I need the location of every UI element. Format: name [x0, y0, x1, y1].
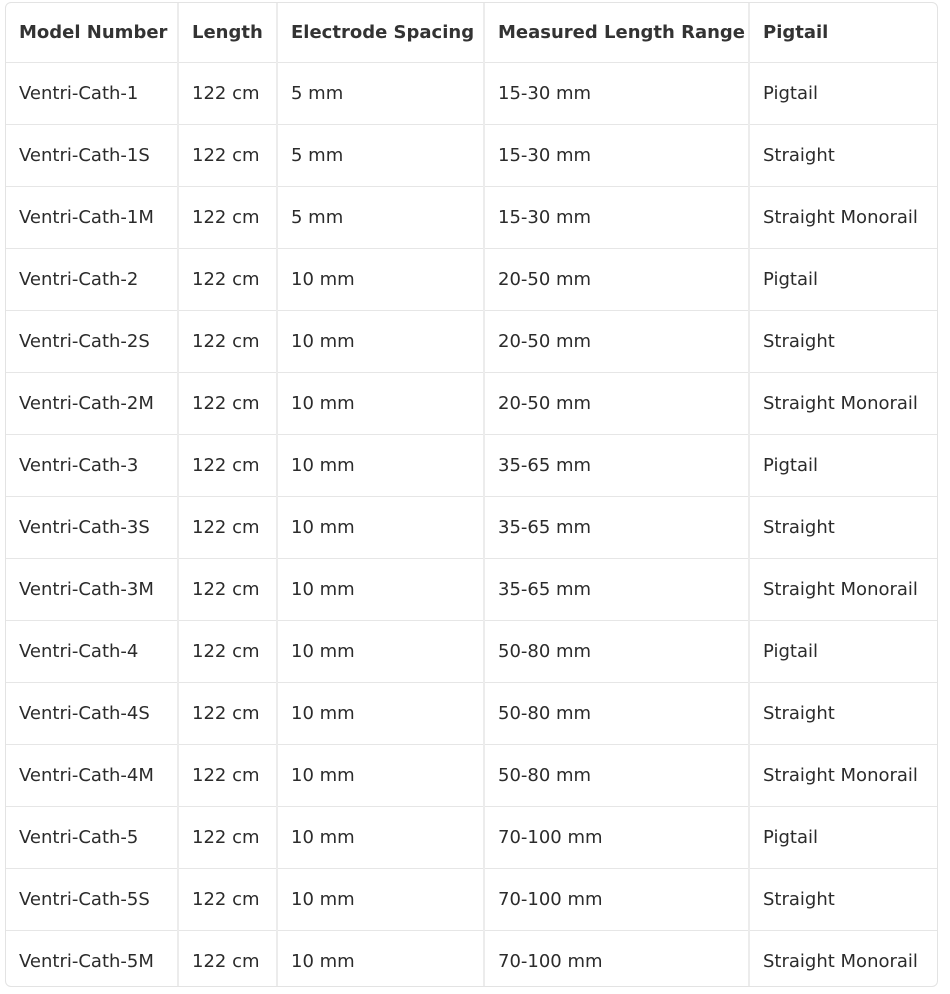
measured-length-range-cell: 20-50 mm: [484, 311, 749, 373]
table-row: [6, 249, 938, 311]
length-cell: 122 cm: [178, 621, 277, 683]
measured-length-range-cell: 35-65 mm: [484, 435, 749, 497]
table-row: [6, 187, 938, 249]
header-length: Length: [178, 3, 277, 63]
length-cell: 122 cm: [178, 807, 277, 869]
model-number-cell: Ventri-Cath-5S: [6, 869, 178, 931]
measured-length-range-cell: 50-80 mm: [484, 683, 749, 745]
pigtail-cell: Pigtail: [749, 807, 938, 869]
length-cell: 122 cm: [178, 249, 277, 311]
measured-length-range-cell: 35-65 mm: [484, 559, 749, 621]
pigtail-cell: Straight: [749, 125, 938, 187]
length-cell: 122 cm: [178, 931, 277, 988]
electrode-spacing-cell: 10 mm: [277, 373, 484, 435]
pigtail-cell: Straight Monorail: [749, 373, 938, 435]
table-header-row: [6, 3, 938, 63]
model-number-cell: Ventri-Cath-5M: [6, 931, 178, 988]
pigtail-cell: Straight Monorail: [749, 745, 938, 807]
pigtail-cell: Pigtail: [749, 63, 938, 125]
electrode-spacing-cell: 10 mm: [277, 683, 484, 745]
header-electrode-spacing: Electrode Spacing: [277, 3, 484, 63]
model-number-cell: Ventri-Cath-3: [6, 435, 178, 497]
table-row: [6, 497, 938, 559]
electrode-spacing-cell: 10 mm: [277, 621, 484, 683]
measured-length-range-cell: 15-30 mm: [484, 187, 749, 249]
length-cell: 122 cm: [178, 435, 277, 497]
model-number-cell: Ventri-Cath-4M: [6, 745, 178, 807]
measured-length-range-cell: 20-50 mm: [484, 373, 749, 435]
pigtail-cell: Straight Monorail: [763, 951, 918, 972]
length-cell: 122 cm: [178, 311, 277, 373]
model-number-cell: Ventri-Cath-5: [6, 807, 178, 869]
electrode-spacing-cell: 10 mm: [277, 435, 484, 497]
table-row: [6, 621, 938, 683]
electrode-spacing-cell: 10 mm: [277, 311, 484, 373]
model-number-cell: Ventri-Cath-4S: [6, 683, 178, 745]
header-model-number: Model Number: [6, 3, 178, 63]
table-row: [6, 311, 938, 373]
length-cell: 122 cm: [178, 125, 277, 187]
length-cell: 122 cm: [178, 373, 277, 435]
spec-table-container: [5, 2, 938, 987]
model-number-cell: Ventri-Cath-2: [6, 249, 178, 311]
measured-length-range-cell: 70-100 mm: [484, 931, 749, 988]
pigtail-cell: Straight: [749, 497, 938, 559]
header-measured-length-range: Measured Length Range: [484, 3, 749, 63]
table-row: [6, 559, 938, 621]
table-row: [6, 807, 938, 869]
electrode-spacing-cell: 10 mm: [277, 869, 484, 931]
electrode-spacing-cell: 10 mm: [277, 745, 484, 807]
model-number-cell: Ventri-Cath-4: [6, 621, 178, 683]
length-cell: 122 cm: [178, 869, 277, 931]
table-row: [6, 745, 938, 807]
table-row: [6, 931, 938, 988]
pigtail-cell: Straight: [749, 869, 938, 931]
table-row: [6, 63, 938, 125]
table-row: [6, 683, 938, 745]
pigtail-cell: Straight Monorail: [749, 187, 938, 249]
pigtail-cell: Straight Monorail: [749, 559, 938, 621]
measured-length-range-cell: 15-30 mm: [484, 63, 749, 125]
length-cell: 122 cm: [178, 683, 277, 745]
length-cell: 122 cm: [178, 745, 277, 807]
measured-length-range-cell: 50-80 mm: [484, 621, 749, 683]
measured-length-range-cell: 70-100 mm: [484, 807, 749, 869]
pigtail-cell: Pigtail: [749, 249, 938, 311]
model-number-cell: Ventri-Cath-3M: [6, 559, 178, 621]
electrode-spacing-cell: 10 mm: [277, 559, 484, 621]
table-row: [6, 435, 938, 497]
measured-length-range-cell: 35-65 mm: [484, 497, 749, 559]
measured-length-range-cell: 70-100 mm: [484, 869, 749, 931]
electrode-spacing-cell: 5 mm: [277, 187, 484, 249]
header-pigtail: Pigtail: [749, 3, 938, 63]
pigtail-cell: Straight: [749, 683, 938, 745]
electrode-spacing-cell: 10 mm: [277, 249, 484, 311]
model-number-cell: Ventri-Cath-1S: [6, 125, 178, 187]
model-number-cell: Ventri-Cath-3S: [6, 497, 178, 559]
measured-length-range-cell: 50-80 mm: [484, 745, 749, 807]
spec-table: [6, 3, 938, 987]
measured-length-range-cell: 15-30 mm: [484, 125, 749, 187]
measured-length-range-cell: 20-50 mm: [484, 249, 749, 311]
length-cell: 122 cm: [178, 187, 277, 249]
pigtail-cell: Straight: [749, 311, 938, 373]
length-cell: 122 cm: [178, 559, 277, 621]
electrode-spacing-cell: 5 mm: [277, 63, 484, 125]
model-number-cell: Ventri-Cath-1M: [6, 187, 178, 249]
pigtail-cell: Pigtail: [749, 621, 938, 683]
length-cell: 122 cm: [178, 63, 277, 125]
electrode-spacing-cell: 5 mm: [277, 125, 484, 187]
length-cell: 122 cm: [178, 497, 277, 559]
table-row: [6, 373, 938, 435]
table-row: [6, 125, 938, 187]
electrode-spacing-cell: 10 mm: [277, 931, 484, 988]
pigtail-cell: Pigtail: [749, 435, 938, 497]
electrode-spacing-cell: 10 mm: [277, 807, 484, 869]
model-number-cell: Ventri-Cath-1: [6, 63, 178, 125]
electrode-spacing-cell: 10 mm: [277, 497, 484, 559]
model-number-cell: Ventri-Cath-2S: [6, 311, 178, 373]
table-row: [6, 869, 938, 931]
model-number-cell: Ventri-Cath-2M: [6, 373, 178, 435]
